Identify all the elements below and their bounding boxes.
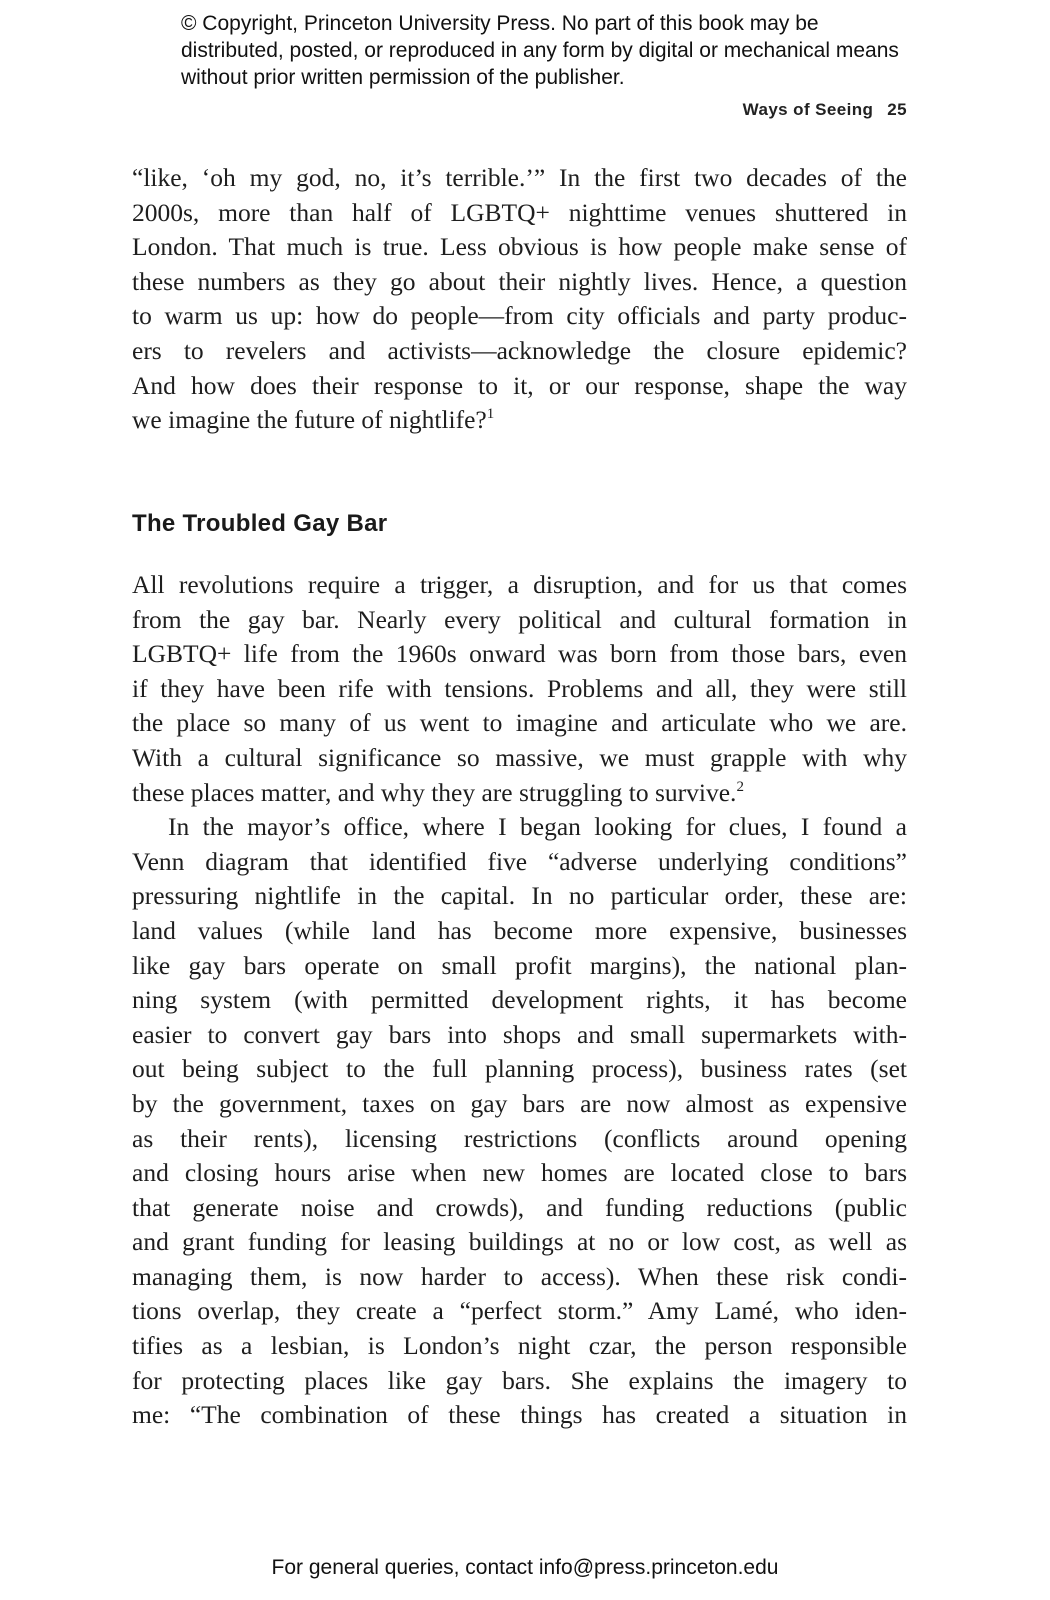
page-number: 25 (887, 100, 907, 119)
text-line: as their rents), licensing restrictions (conflicts around opening (132, 1123, 907, 1153)
text-line: to warm us up: how do people—from city officials and party produc- (132, 301, 907, 331)
text-line: tions overlap, they create a “perfect storm.” Amy Lamé, who iden- (132, 1296, 907, 1326)
text-line: ers to revelers and activists—acknowledge the closure epidemic? (132, 335, 907, 365)
text-line (132, 776, 907, 811)
footer-contact: For general queries, contact info@press.princeton.edu (271, 1556, 779, 1579)
text-line: me: “The combination of these things has created a situation in (132, 1400, 907, 1430)
text-line: from the gay bar. Nearly every political and cultural formation in (132, 604, 907, 634)
text-line-content: these places matter, and why they are struggling to survive. (132, 777, 737, 807)
text-line: the place so many of us went to imagine and articulate who we are. (132, 708, 907, 738)
text-line: easier to convert gay bars into shops and small supermarkets with- (132, 1019, 907, 1049)
text-line: “like, ‘oh my god, no, it’s terrible.’” In the first two decades of the (132, 163, 907, 192)
text-line: managing them, is now harder to access). When these risk condi- (132, 1261, 907, 1291)
text-line: 2000s, more than half of LGBTQ+ nighttime venues shuttered in (132, 197, 907, 227)
text-line: and closing hours arise when new homes are located close to bars (132, 1158, 907, 1188)
text-line: With a cultural significance so massive, we must grapple with why (132, 742, 907, 772)
text-line: these numbers as they go about their nightly lives. Hence, a question (132, 266, 907, 296)
text-line: Venn diagram that identified five “adverse underlying conditions” (132, 846, 907, 876)
text-line: like gay bars operate on small profit margins), the national plan- (132, 950, 907, 980)
text-line: And how does their response to it, or our response, shape the way (132, 370, 907, 400)
text-line: LGBTQ+ life from the 1960s onward was born from those bars, even (132, 639, 907, 669)
text-line: pressuring nightlife in the capital. In no particular order, these are: (132, 881, 907, 911)
section-heading: The Troubled Gay Bar (132, 510, 388, 537)
text-line: for protecting places like gay bars. She explains the imagery to (132, 1365, 907, 1395)
text-line: land values (while land has become more expensive, businesses (132, 915, 907, 945)
running-head-title: Ways of Seeing (742, 100, 874, 119)
text-line (132, 403, 907, 438)
text-line: ning system (with permitted development rights, it has become (132, 985, 907, 1015)
text-line: by the government, taxes on gay bars are now almost as expensive (132, 1088, 907, 1118)
footnote-mark: 2 (736, 778, 744, 795)
opening-paragraph (132, 161, 907, 438)
text-line: out being subject to the full planning process), business rates (set (132, 1054, 907, 1084)
text-line: London. That much is true. Less obvious is how people make sense of (132, 232, 907, 262)
running-head (743, 100, 907, 120)
text-line: if they have been rife with tensions. Problems and all, they were still (132, 673, 907, 703)
text-line: and grant funding for leasing buildings at no or low cost, as well as (132, 1227, 907, 1257)
copyright-notice: © Copyright, Princeton University Press. No part of this book may be distributed, posted, or reproduced in any form by digital or mechanical means without prior written permission of the publisher. (181, 12, 899, 89)
footnote-mark: 1 (486, 406, 495, 423)
text-line: In the mayor’s office, where I began looking for clues, I found a (168, 812, 907, 842)
text-line: that generate noise and crowds), and funding reductions (public (132, 1192, 907, 1222)
text-line: All revolutions require a trigger, a disruption, and for us that comes (132, 570, 907, 599)
text-line-content: we imagine the future of nightlife? (132, 405, 487, 435)
section-body (132, 568, 907, 1433)
text-line: tifies as a lesbian, is London’s night czar, the person responsible (132, 1331, 907, 1361)
